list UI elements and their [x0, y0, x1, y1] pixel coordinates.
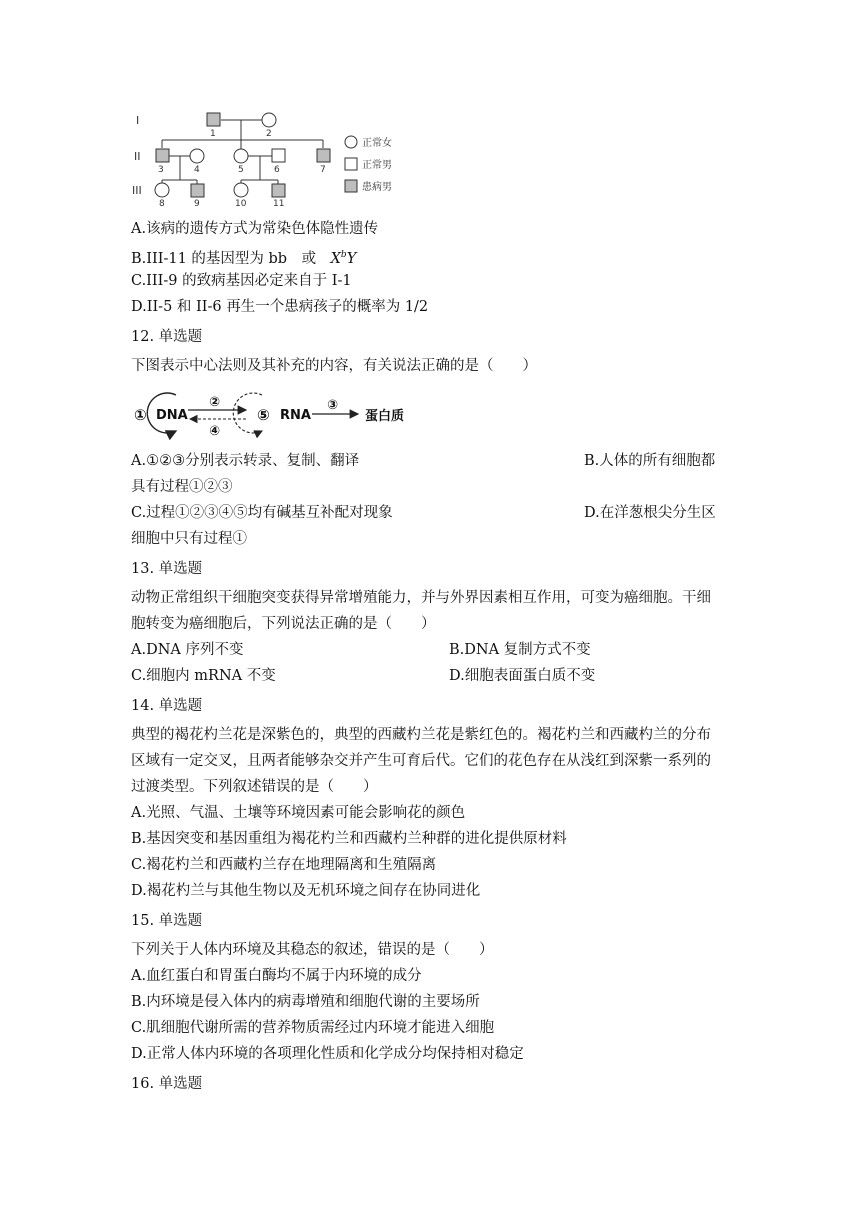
pedigree-I-2: [262, 113, 276, 127]
q16-header: 16. 单选题: [131, 1076, 203, 1092]
q15-header: 15. 单选题: [131, 913, 203, 929]
svg-text:RNA: RNA: [280, 408, 311, 423]
pedigree-chart: [0, 0, 860, 215]
pedigree-II-7: [317, 149, 330, 162]
gen-label-II: II: [134, 150, 141, 163]
pedigree-II-3: [156, 149, 169, 162]
q14-option-c: C.褐花杓兰和西藏杓兰存在地理隔离和生殖隔离: [131, 857, 437, 873]
legend-normal-female-icon: [345, 136, 357, 148]
q13-header: 13. 单选题: [131, 561, 203, 577]
pedigree-II-5: [234, 149, 248, 163]
q14-stem-2: 区域有一定交叉，且两者能够杂交并产生可育后代。它们的花色存在从浅红到深紫一系列的: [131, 753, 711, 769]
pedigree-III-8: [155, 183, 169, 197]
svg-text:8: 8: [159, 199, 165, 209]
q14-stem-3: 过渡类型。下列叙述错误的是（ ）: [131, 779, 378, 795]
pedigree-III-11: [272, 184, 285, 197]
central-dogma-diagram: [0, 385, 860, 445]
svg-text:⑤: ⑤: [257, 406, 270, 424]
gen-label-I: I: [136, 114, 140, 127]
q13-option-b: B.DNA 复制方式不变: [449, 642, 591, 658]
svg-text:DNA: DNA: [156, 408, 188, 423]
q13-option-a: A.DNA 序列不变: [131, 642, 244, 658]
svg-text:10: 10: [235, 199, 247, 209]
q11-option-a: A.该病的遗传方式为常染色体隐性遗传: [131, 221, 379, 237]
q14-stem-1: 典型的褐花杓兰花是深紫色的，典型的西藏杓兰花是紫红色的。褐花杓兰和西藏杓兰的分布: [131, 727, 711, 743]
pedigree-III-9: [191, 184, 204, 197]
svg-text:①: ①: [134, 406, 147, 424]
pedigree-III-10: [234, 183, 248, 197]
q15-option-d: D.正常人体内环境的各项理化性质和化学成分均保持相对稳定: [131, 1046, 524, 1062]
q15-option-b: B.内环境是侵入体内的病毒增殖和细胞代谢的主要场所: [131, 994, 480, 1010]
svg-text:蛋白质: 蛋白质: [365, 409, 405, 424]
svg-text:②: ②: [209, 395, 221, 410]
q11-option-c: C.III-9 的致病基因必定来自于 I-1: [131, 273, 352, 289]
q13-stem-1: 动物正常组织干细胞突变获得异常增殖能力，并与外界因素相互作用，可变为癌细胞。干细: [131, 590, 711, 606]
q13-stem-2: 胞转变为癌细胞后，下列说法正确的是（ ）: [131, 616, 436, 632]
q14-option-b: B.基因突变和基因重组为褐花杓兰和西藏杓兰种群的进化提供原材料: [131, 831, 567, 847]
q13-option-c: C.细胞内 mRNA 不变: [131, 668, 276, 684]
q14-option-a: A.光照、气温、土壤等环境因素可能会影响花的颜色: [131, 805, 466, 821]
q12-option-b-cont: 具有过程①②③: [131, 479, 233, 495]
q15-stem: 下列关于人体内环境及其稳态的叙述，错误的是（ ）: [131, 942, 494, 958]
legend-affected-male: 患病男: [362, 182, 392, 193]
legend-affected-male-icon: [345, 180, 357, 192]
svg-text:2: 2: [266, 129, 272, 139]
q15-option-c: C.肌细胞代谢所需的营养物质需经过内环境才能进入细胞: [131, 1020, 495, 1036]
q15-option-a: A.血红蛋白和胃蛋白酶均不属于内环境的成分: [131, 968, 422, 984]
pedigree-II-4: [190, 149, 204, 163]
q11-option-b: B.III-11 的基因型为 bb 或 $X^bY$: [131, 250, 357, 267]
gen-label-III: III: [132, 184, 142, 197]
svg-text:③: ③: [327, 398, 339, 413]
svg-text:4: 4: [194, 165, 200, 175]
q14-header: 14. 单选题: [131, 698, 203, 714]
svg-text:1: 1: [210, 129, 216, 139]
pedigree-I-1: [207, 113, 220, 126]
svg-text:6: 6: [274, 165, 280, 175]
pedigree-II-6: [272, 149, 285, 162]
q12-option-d-cont: 细胞中只有过程①: [131, 531, 247, 547]
svg-text:11: 11: [273, 199, 285, 209]
svg-text:3: 3: [158, 165, 164, 175]
q11-option-d: D.II-5 和 II-6 再生一个患病孩子的概率为 1/2: [131, 299, 429, 315]
q13-option-d: D.细胞表面蛋白质不变: [449, 668, 596, 684]
q12-option-d: D.在洋葱根尖分生区: [584, 505, 716, 521]
svg-text:7: 7: [320, 165, 326, 175]
q12-option-c: C.过程①②③④⑤均有碱基互补配对现象: [131, 505, 393, 521]
svg-text:④: ④: [209, 424, 221, 439]
svg-text:5: 5: [238, 165, 244, 175]
legend-normal-male: 正常男: [362, 160, 392, 171]
legend-normal-female: 正常女: [362, 138, 392, 149]
q12-option-a: A.①②③分别表示转录、复制、翻译: [131, 453, 360, 469]
legend-normal-male-icon: [345, 158, 357, 170]
q12-option-b: B.人体的所有细胞都: [584, 453, 716, 469]
svg-text:9: 9: [194, 199, 200, 209]
q12-header: 12. 单选题: [131, 329, 203, 345]
q12-stem: 下图表示中心法则及其补充的内容，有关说法正确的是（ ）: [131, 358, 537, 374]
q14-option-d: D.褐花杓兰与其他生物以及无机环境之间存在协同进化: [131, 883, 481, 899]
